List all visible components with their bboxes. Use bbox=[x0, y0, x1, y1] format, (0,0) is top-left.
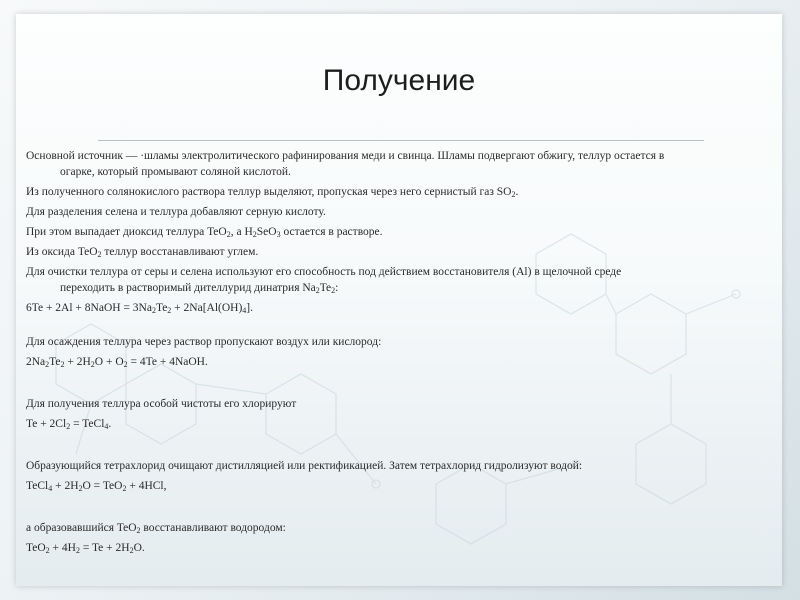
subscript: 2 bbox=[78, 484, 83, 493]
subscript: 2 bbox=[90, 360, 95, 369]
eq-text: TeCl bbox=[26, 480, 49, 492]
slide-body bbox=[26, 148, 766, 560]
text-p2a: Из полученного солянокислого раствора теллур выделяют, пропуская через него сернистый газ SO bbox=[26, 186, 512, 198]
equation-5 bbox=[26, 540, 766, 556]
eq-text: = TeCl bbox=[70, 418, 105, 430]
subscript: 2 bbox=[45, 546, 50, 555]
eq-text: ]. bbox=[246, 302, 254, 314]
subscript: 2 bbox=[45, 360, 50, 369]
eq-text: 6Te + 2Al + 8NaOH = 3Na bbox=[26, 302, 152, 314]
subscript: 2 bbox=[66, 422, 71, 431]
title-divider bbox=[98, 140, 704, 141]
text-p6c: Te bbox=[319, 282, 332, 294]
equation-4 bbox=[26, 478, 766, 494]
eq-text: Te bbox=[49, 356, 61, 368]
eq-text: O. bbox=[133, 542, 145, 554]
subscript: 2 bbox=[75, 546, 80, 555]
paragraph-main-source bbox=[26, 148, 766, 180]
subscript: 4 bbox=[104, 422, 109, 431]
eq-text: O + O bbox=[94, 356, 124, 368]
subscript: 2 bbox=[226, 230, 231, 239]
text-p1a: Основной источник — ·шламы электролитического рафинирования меди и свинца. Шламы подвергают обжигу, теллур остается в bbox=[26, 150, 665, 162]
subscript: 2 bbox=[331, 286, 336, 295]
text-p10b: восстанавливают водородом: bbox=[140, 522, 286, 534]
eq-text: Te + 2Cl bbox=[26, 418, 67, 430]
text-p4b: , а H bbox=[230, 226, 253, 238]
subscript: 2 bbox=[97, 250, 102, 259]
subscript: 2 bbox=[315, 286, 320, 295]
eq-text: O = TeO bbox=[82, 480, 123, 492]
paragraph-teo2-precipitate bbox=[26, 224, 766, 240]
equation-2 bbox=[26, 354, 766, 370]
subscript: 2 bbox=[151, 306, 156, 315]
eq-text: + 2Na[Al(OH) bbox=[171, 302, 243, 314]
equation-3 bbox=[26, 416, 766, 432]
text-p2b: . bbox=[515, 186, 519, 198]
text-p4d: остается в растворе. bbox=[280, 226, 383, 238]
eq-text: + 4H bbox=[49, 542, 76, 554]
eq-text: . bbox=[108, 418, 112, 430]
paragraph-sulfuric: Для разделения селена и теллура добавляют серную кислоту. bbox=[26, 206, 326, 218]
eq-text: + 4HCl, bbox=[126, 480, 167, 492]
paragraph-carbon-reduction bbox=[26, 244, 766, 260]
text-p10a: а образовавшийся TeO bbox=[26, 522, 137, 534]
slide-frame bbox=[16, 14, 782, 586]
subscript: 3 bbox=[276, 230, 281, 239]
paragraph-chlorination: Для получения теллура особой чистоты его хлорируют bbox=[26, 398, 297, 410]
paragraph-so2 bbox=[26, 184, 766, 200]
eq-text: = 4Te + 4NaOH. bbox=[127, 356, 208, 368]
subscript: 2 bbox=[511, 190, 516, 199]
eq-text: TeO bbox=[26, 542, 46, 554]
text-p5b: теллур восстанавливают углем. bbox=[101, 246, 259, 258]
slide-title: Получение bbox=[322, 64, 476, 97]
text-p6d: : bbox=[335, 282, 339, 294]
eq-text: + 2H bbox=[52, 480, 79, 492]
subscript: 2 bbox=[167, 306, 172, 315]
subscript: 2 bbox=[136, 526, 141, 535]
subscript: 2 bbox=[122, 484, 127, 493]
text-p6a: Для очистки теллура от серы и селена используют его способность под действием восстановителя (Al) в щелочной среде bbox=[26, 266, 622, 278]
text-p5a: Из оксида TeO bbox=[26, 246, 98, 258]
text-p4c: SeO bbox=[256, 226, 277, 238]
paragraph-precipitation: Для осаждения теллура через раствор пропускают воздух или кислород: bbox=[26, 336, 382, 348]
eq-text: = Te + 2H bbox=[79, 542, 130, 554]
subscript: 2 bbox=[252, 230, 257, 239]
equation-1 bbox=[26, 300, 766, 316]
text-p4a: При этом выпадает диоксид теллура TeO bbox=[26, 226, 227, 238]
text-p6b: переходить в растворимый дителлурид динатрия Na bbox=[60, 282, 316, 294]
eq-text: 2Na bbox=[26, 356, 46, 368]
subscript: 4 bbox=[242, 306, 247, 315]
paragraph-purification bbox=[26, 264, 766, 296]
eq-text: Te bbox=[155, 302, 168, 314]
subscript: 4 bbox=[48, 484, 53, 493]
subscript: 2 bbox=[129, 546, 134, 555]
subscript: 2 bbox=[123, 360, 128, 369]
eq-text: + 2H bbox=[64, 356, 91, 368]
text-p1b: огарке, который промывают соляной кислотой. bbox=[60, 166, 291, 178]
subscript: 2 bbox=[60, 360, 65, 369]
paragraph-hydrolysis: Образующийся тетрахлорид очищают дистилляцией или ректификацией. Затем тетрахлорид гидролизуют водой: bbox=[26, 460, 583, 472]
paragraph-hydrogen-reduction bbox=[26, 520, 766, 536]
